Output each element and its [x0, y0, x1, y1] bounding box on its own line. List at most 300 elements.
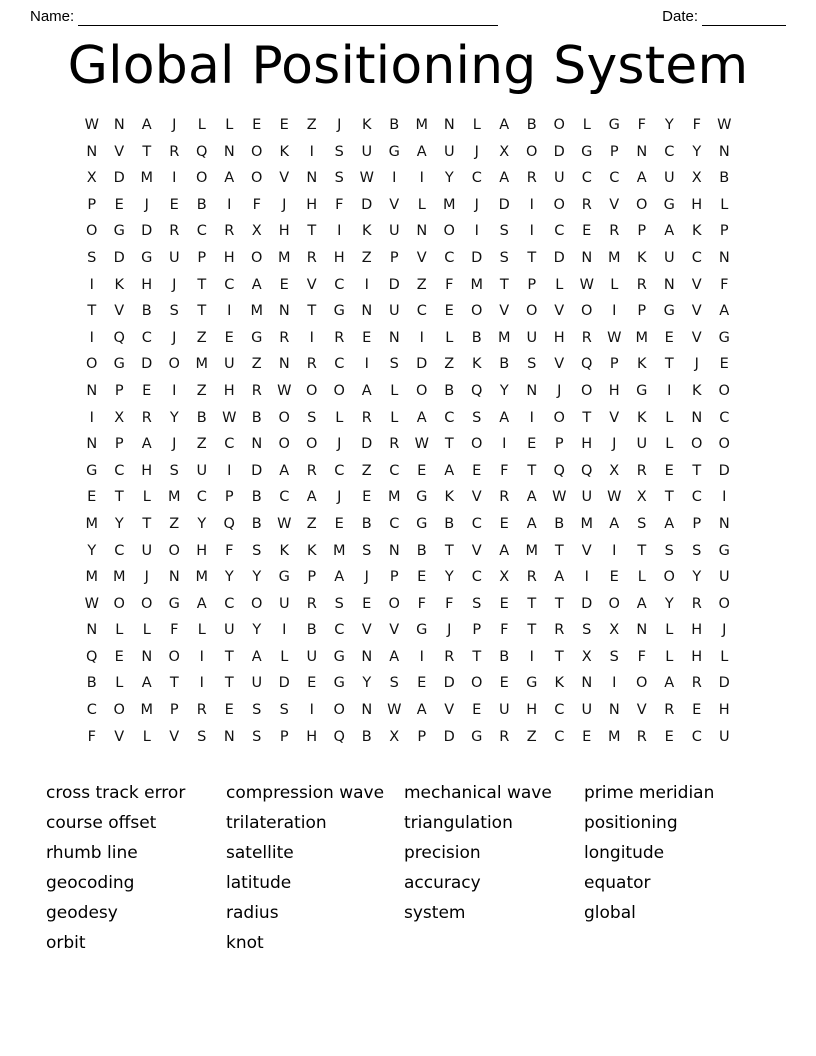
grid-cell[interactable]: Y — [252, 569, 262, 586]
grid-cell[interactable]: C — [334, 622, 345, 639]
grid-cell[interactable]: I — [419, 329, 424, 346]
grid-cell[interactable]: Q — [471, 382, 483, 399]
grid-cell[interactable]: J — [172, 117, 177, 133]
grid-cell[interactable]: Y — [169, 409, 179, 426]
grid-cell[interactable]: V — [361, 622, 372, 639]
grid-cell[interactable]: F — [500, 622, 509, 639]
grid-cell[interactable]: Z — [361, 462, 372, 479]
grid-cell[interactable]: G — [333, 648, 345, 665]
grid-cell[interactable]: V — [279, 170, 290, 187]
grid-cell[interactable]: O — [471, 303, 483, 320]
grid-cell[interactable]: A — [389, 648, 400, 665]
grid-cell[interactable]: T — [307, 303, 317, 320]
grid-cell[interactable]: F — [445, 595, 454, 612]
grid-cell[interactable]: D — [581, 595, 593, 612]
grid-cell[interactable]: L — [582, 117, 591, 133]
grid-cell[interactable]: E — [444, 303, 454, 320]
grid-cell[interactable]: M — [442, 196, 456, 213]
grid-cell[interactable]: C — [86, 702, 97, 719]
grid-cell[interactable]: P — [224, 489, 234, 506]
grid-cell[interactable]: L — [142, 622, 151, 639]
grid-cell[interactable]: P — [609, 356, 619, 373]
grid-cell[interactable]: R — [196, 702, 207, 719]
grid-cell[interactable]: K — [471, 356, 482, 373]
grid-cell[interactable]: H — [141, 462, 153, 479]
grid-cell[interactable]: Z — [444, 356, 455, 373]
grid-cell[interactable]: V — [609, 196, 620, 213]
grid-cell[interactable]: I — [309, 702, 314, 719]
grid-cell[interactable]: E — [582, 223, 592, 240]
grid-cell[interactable]: Y — [692, 569, 702, 586]
grid-cell[interactable]: A — [664, 515, 675, 532]
grid-cell[interactable]: T — [664, 489, 674, 506]
grid-cell[interactable]: D — [278, 675, 290, 692]
grid-cell[interactable]: C — [224, 595, 235, 612]
grid-cell[interactable]: E — [609, 569, 619, 586]
grid-cell[interactable]: U — [443, 143, 455, 160]
grid-cell[interactable]: N — [416, 223, 428, 240]
grid-cell[interactable]: R — [306, 356, 317, 373]
grid-cell[interactable]: K — [114, 276, 124, 293]
grid-cell[interactable]: Z — [306, 515, 317, 532]
grid-cell[interactable]: P — [87, 196, 97, 213]
grid-cell[interactable]: Y — [87, 542, 97, 559]
grid-cell[interactable]: M — [277, 249, 291, 266]
grid-cell[interactable]: O — [443, 223, 455, 240]
grid-cell[interactable]: C — [334, 462, 345, 479]
grid-cell[interactable]: M — [470, 276, 483, 293]
grid-cell[interactable]: X — [86, 170, 97, 187]
grid-cell[interactable]: K — [691, 223, 702, 240]
grid-cell[interactable]: O — [663, 569, 675, 586]
grid-cell[interactable]: B — [251, 515, 262, 532]
grid-cell[interactable]: I — [309, 329, 314, 346]
grid-cell[interactable]: R — [526, 170, 537, 187]
grid-cell[interactable]: G — [168, 595, 180, 612]
grid-cell[interactable]: A — [334, 569, 345, 586]
grid-cell[interactable]: R — [691, 675, 702, 692]
grid-cell[interactable]: J — [364, 569, 369, 586]
grid-cell[interactable]: O — [306, 436, 318, 453]
grid-cell[interactable]: P — [637, 223, 647, 240]
grid-cell[interactable]: W — [359, 170, 374, 187]
grid-cell[interactable]: V — [581, 542, 592, 559]
grid-cell[interactable]: D — [141, 356, 153, 373]
grid-cell[interactable]: C — [334, 276, 345, 293]
grid-cell[interactable]: U — [581, 702, 593, 719]
grid-cell[interactable]: H — [691, 648, 703, 665]
grid-cell[interactable]: P — [197, 249, 207, 266]
grid-cell[interactable]: C — [719, 409, 730, 426]
grid-cell[interactable]: Y — [444, 170, 454, 187]
grid-cell[interactable]: S — [692, 542, 702, 559]
grid-cell[interactable]: L — [225, 117, 234, 133]
word-list-item[interactable]: mechanical wave — [404, 783, 552, 803]
grid-cell[interactable]: V — [471, 542, 482, 559]
grid-cell[interactable]: S — [389, 675, 399, 692]
grid-cell[interactable]: W — [414, 436, 429, 453]
grid-cell[interactable]: T — [197, 276, 207, 293]
grid-cell[interactable]: B — [86, 675, 97, 692]
grid-cell[interactable]: A — [664, 223, 675, 240]
grid-cell[interactable]: E — [417, 569, 427, 586]
grid-cell[interactable]: R — [609, 223, 620, 240]
grid-cell[interactable]: O — [306, 382, 318, 399]
grid-cell[interactable]: R — [581, 196, 592, 213]
grid-cell[interactable]: W — [277, 515, 292, 532]
grid-cell[interactable]: E — [472, 462, 482, 479]
grid-cell[interactable]: V — [416, 249, 427, 266]
grid-cell[interactable]: P — [554, 436, 564, 453]
grid-cell[interactable]: C — [196, 223, 207, 240]
word-list-item[interactable]: compression wave — [226, 783, 385, 803]
grid-cell[interactable]: W — [84, 117, 99, 133]
grid-cell[interactable]: X — [499, 143, 510, 160]
grid-cell[interactable]: T — [444, 436, 454, 453]
grid-cell[interactable]: X — [636, 489, 647, 506]
grid-cell[interactable]: B — [251, 489, 262, 506]
grid-cell[interactable]: W — [717, 117, 732, 133]
grid-cell[interactable]: E — [362, 595, 372, 612]
grid-cell[interactable]: H — [526, 702, 538, 719]
grid-cell[interactable]: W — [387, 702, 402, 719]
grid-cell[interactable]: O — [333, 382, 345, 399]
grid-cell[interactable]: C — [224, 276, 235, 293]
grid-cell[interactable]: U — [526, 329, 538, 346]
grid-cell[interactable]: E — [664, 462, 674, 479]
grid-cell[interactable]: U — [663, 249, 675, 266]
grid-cell[interactable]: G — [416, 622, 428, 639]
grid-cell[interactable]: E — [114, 196, 124, 213]
grid-cell[interactable]: M — [387, 489, 401, 506]
grid-cell[interactable]: L — [445, 329, 454, 346]
grid-cell[interactable]: G — [333, 303, 345, 320]
grid-cell[interactable]: A — [499, 542, 510, 559]
grid-cell[interactable]: Z — [196, 382, 207, 399]
grid-cell[interactable]: A — [279, 462, 290, 479]
grid-cell[interactable]: N — [663, 276, 675, 293]
grid-cell[interactable]: N — [581, 675, 593, 692]
grid-cell[interactable]: P — [417, 728, 427, 745]
grid-cell[interactable]: O — [251, 595, 263, 612]
grid-cell[interactable]: U — [498, 702, 510, 719]
grid-cell[interactable]: C — [114, 462, 125, 479]
grid-cell[interactable]: P — [307, 569, 317, 586]
grid-cell[interactable]: O — [113, 702, 125, 719]
grid-cell[interactable]: C — [444, 409, 455, 426]
grid-cell[interactable]: T — [87, 303, 97, 320]
grid-cell[interactable]: Z — [416, 276, 427, 293]
grid-cell[interactable]: F — [170, 622, 179, 639]
grid-cell[interactable]: H — [691, 622, 703, 639]
grid-cell[interactable]: K — [636, 249, 647, 266]
grid-cell[interactable]: E — [252, 117, 262, 133]
grid-cell[interactable]: Q — [113, 329, 125, 346]
grid-cell[interactable]: O — [168, 542, 180, 559]
grid-cell[interactable]: S — [472, 409, 482, 426]
grid-cell[interactable]: P — [279, 728, 289, 745]
grid-cell[interactable]: T — [142, 143, 152, 160]
grid-cell[interactable]: Z — [526, 728, 537, 745]
word-list-item[interactable]: rhumb line — [46, 843, 138, 863]
grid-cell[interactable]: A — [361, 382, 372, 399]
grid-cell[interactable]: G — [278, 569, 290, 586]
grid-cell[interactable]: Q — [581, 462, 593, 479]
grid-cell[interactable]: C — [664, 143, 675, 160]
word-list-item[interactable]: latitude — [226, 873, 292, 893]
word-list-item[interactable]: equator — [584, 873, 651, 893]
grid-cell[interactable]: A — [664, 675, 675, 692]
grid-cell[interactable]: L — [720, 196, 729, 213]
grid-cell[interactable]: B — [306, 622, 317, 639]
grid-cell[interactable]: M — [167, 489, 181, 506]
word-list-item[interactable]: prime meridian — [584, 783, 715, 803]
grid-cell[interactable]: S — [87, 249, 97, 266]
grid-cell[interactable]: G — [333, 675, 345, 692]
grid-cell[interactable]: J — [172, 436, 177, 453]
grid-cell[interactable]: M — [140, 170, 153, 187]
grid-cell[interactable]: O — [526, 143, 538, 160]
grid-cell[interactable]: O — [471, 436, 483, 453]
grid-cell[interactable]: H — [141, 276, 153, 293]
grid-cell[interactable]: S — [334, 170, 344, 187]
grid-cell[interactable]: V — [114, 728, 125, 745]
grid-cell[interactable]: T — [499, 276, 509, 293]
grid-cell[interactable]: L — [610, 276, 619, 293]
grid-cell[interactable]: A — [306, 489, 317, 506]
grid-cell[interactable]: V — [609, 409, 620, 426]
grid-cell[interactable]: G — [416, 489, 428, 506]
grid-cell[interactable]: C — [691, 249, 702, 266]
grid-cell[interactable]: O — [553, 409, 565, 426]
grid-cell[interactable]: A — [554, 569, 565, 586]
grid-cell[interactable]: I — [364, 276, 369, 293]
grid-cell[interactable]: W — [552, 489, 567, 506]
grid-cell[interactable]: U — [306, 648, 318, 665]
grid-cell[interactable]: O — [581, 382, 593, 399]
grid-cell[interactable]: P — [637, 303, 647, 320]
grid-cell[interactable]: J — [694, 356, 699, 373]
grid-cell[interactable]: E — [582, 728, 592, 745]
grid-cell[interactable]: P — [692, 515, 702, 532]
grid-cell[interactable]: I — [282, 622, 287, 639]
grid-cell[interactable]: U — [361, 143, 373, 160]
grid-cell[interactable]: I — [529, 196, 534, 213]
grid-cell[interactable]: A — [609, 515, 620, 532]
grid-cell[interactable]: N — [636, 622, 648, 639]
grid-cell[interactable]: U — [663, 170, 675, 187]
grid-cell[interactable]: L — [665, 648, 674, 665]
grid-cell[interactable]: A — [636, 170, 647, 187]
grid-cell[interactable]: B — [416, 542, 427, 559]
grid-cell[interactable]: D — [251, 462, 263, 479]
word-list-item[interactable]: geocoding — [46, 873, 135, 893]
grid-cell[interactable]: I — [612, 675, 617, 692]
grid-cell[interactable]: U — [388, 223, 400, 240]
grid-cell[interactable]: I — [227, 462, 232, 479]
grid-cell[interactable]: Y — [224, 569, 234, 586]
grid-cell[interactable]: H — [278, 223, 290, 240]
grid-cell[interactable]: R — [334, 329, 345, 346]
grid-cell[interactable]: N — [581, 249, 593, 266]
grid-cell[interactable]: T — [472, 648, 482, 665]
grid-cell[interactable]: Y — [664, 117, 674, 133]
grid-cell[interactable]: S — [334, 143, 344, 160]
grid-cell[interactable]: Y — [444, 569, 454, 586]
grid-cell[interactable]: B — [444, 382, 455, 399]
grid-cell[interactable]: V — [169, 728, 180, 745]
word-list-item[interactable]: longitude — [584, 843, 665, 863]
grid-cell[interactable]: S — [527, 356, 537, 373]
grid-cell[interactable]: R — [499, 728, 510, 745]
grid-cell[interactable]: F — [225, 542, 234, 559]
grid-cell[interactable]: R — [636, 728, 647, 745]
grid-cell[interactable]: W — [277, 382, 292, 399]
grid-cell[interactable]: O — [388, 595, 400, 612]
grid-cell[interactable]: F — [252, 196, 261, 213]
grid-cell[interactable]: I — [502, 436, 507, 453]
grid-cell[interactable]: F — [692, 117, 701, 133]
grid-cell[interactable]: S — [252, 702, 262, 719]
grid-cell[interactable]: X — [609, 622, 620, 639]
grid-cell[interactable]: L — [637, 569, 646, 586]
grid-cell[interactable]: C — [114, 542, 125, 559]
grid-cell[interactable]: O — [333, 702, 345, 719]
grid-cell[interactable]: U — [718, 728, 730, 745]
date-write-line[interactable] — [702, 11, 786, 26]
grid-cell[interactable]: I — [667, 382, 672, 399]
grid-cell[interactable]: D — [498, 196, 510, 213]
grid-cell[interactable]: L — [720, 648, 729, 665]
grid-cell[interactable]: G — [416, 515, 428, 532]
word-list-item[interactable]: positioning — [584, 813, 678, 833]
grid-cell[interactable]: N — [251, 436, 263, 453]
grid-cell[interactable]: O — [251, 170, 263, 187]
word-list-item[interactable]: accuracy — [404, 873, 481, 893]
grid-cell[interactable]: L — [417, 196, 426, 213]
grid-cell[interactable]: C — [444, 249, 455, 266]
grid-cell[interactable]: S — [582, 622, 592, 639]
grid-cell[interactable]: N — [388, 542, 400, 559]
grid-cell[interactable]: S — [169, 303, 179, 320]
grid-cell[interactable]: Z — [306, 117, 317, 133]
word-list-item[interactable]: course offset — [46, 813, 157, 833]
grid-cell[interactable]: J — [172, 276, 177, 293]
grid-cell[interactable]: R — [581, 329, 592, 346]
grid-cell[interactable]: V — [554, 356, 565, 373]
grid-cell[interactable]: C — [471, 515, 482, 532]
grid-cell[interactable]: D — [471, 249, 483, 266]
grid-cell[interactable]: N — [168, 569, 180, 586]
grid-cell[interactable]: V — [691, 276, 702, 293]
grid-cell[interactable]: X — [114, 409, 125, 426]
grid-cell[interactable]: V — [114, 143, 125, 160]
grid-cell[interactable]: C — [279, 489, 290, 506]
grid-cell[interactable]: J — [172, 329, 177, 346]
grid-cell[interactable]: E — [499, 675, 509, 692]
grid-cell[interactable]: S — [362, 542, 372, 559]
grid-cell[interactable]: U — [251, 675, 263, 692]
grid-cell[interactable]: G — [581, 143, 593, 160]
grid-cell[interactable]: H — [581, 436, 593, 453]
grid-cell[interactable]: O — [141, 595, 153, 612]
grid-cell[interactable]: T — [169, 675, 179, 692]
grid-cell[interactable]: P — [609, 143, 619, 160]
grid-cell[interactable]: N — [691, 409, 703, 426]
grid-cell[interactable]: X — [389, 728, 400, 745]
grid-cell[interactable]: I — [89, 276, 94, 293]
grid-cell[interactable]: O — [718, 436, 730, 453]
grid-cell[interactable]: E — [169, 196, 179, 213]
grid-cell[interactable]: H — [333, 249, 345, 266]
grid-cell[interactable]: A — [526, 489, 537, 506]
grid-cell[interactable]: K — [444, 489, 454, 506]
grid-cell[interactable]: P — [389, 569, 399, 586]
grid-cell[interactable]: T — [527, 595, 537, 612]
grid-cell[interactable]: B — [389, 117, 400, 133]
grid-cell[interactable]: I — [309, 143, 314, 160]
grid-cell[interactable]: O — [168, 648, 180, 665]
grid-cell[interactable]: X — [251, 223, 262, 240]
grid-cell[interactable]: E — [279, 276, 289, 293]
grid-cell[interactable]: L — [390, 382, 399, 399]
grid-cell[interactable]: R — [444, 648, 455, 665]
grid-cell[interactable]: B — [196, 409, 207, 426]
grid-cell[interactable]: W — [579, 276, 594, 293]
grid-cell[interactable]: R — [361, 409, 372, 426]
grid-cell[interactable]: N — [223, 728, 235, 745]
grid-cell[interactable]: B — [719, 170, 730, 187]
grid-cell[interactable]: K — [279, 143, 289, 160]
grid-cell[interactable]: I — [364, 356, 369, 373]
grid-cell[interactable]: O — [168, 356, 180, 373]
grid-cell[interactable]: I — [337, 223, 342, 240]
grid-cell[interactable]: O — [251, 143, 263, 160]
grid-cell[interactable]: U — [223, 356, 235, 373]
grid-cell[interactable]: N — [86, 382, 98, 399]
grid-cell[interactable]: T — [692, 462, 702, 479]
grid-cell[interactable]: A — [526, 515, 537, 532]
grid-cell[interactable]: Z — [169, 515, 180, 532]
grid-cell[interactable]: R — [306, 249, 317, 266]
grid-cell[interactable]: Z — [196, 329, 207, 346]
grid-cell[interactable]: Y — [362, 675, 372, 692]
grid-cell[interactable]: I — [172, 382, 177, 399]
grid-cell[interactable]: C — [691, 489, 702, 506]
grid-cell[interactable]: T — [142, 515, 152, 532]
grid-cell[interactable]: Y — [252, 622, 262, 639]
grid-cell[interactable]: V — [499, 303, 510, 320]
grid-cell[interactable]: W — [222, 409, 237, 426]
grid-cell[interactable]: T — [554, 595, 564, 612]
grid-cell[interactable]: A — [196, 595, 207, 612]
grid-cell[interactable]: A — [636, 595, 647, 612]
grid-cell[interactable]: O — [471, 675, 483, 692]
grid-cell[interactable]: R — [636, 462, 647, 479]
grid-cell[interactable]: E — [499, 515, 509, 532]
grid-cell[interactable]: M — [497, 329, 511, 346]
grid-cell[interactable]: V — [691, 329, 702, 346]
grid-cell[interactable]: N — [608, 702, 620, 719]
grid-cell[interactable]: Q — [581, 356, 593, 373]
grid-cell[interactable]: E — [307, 675, 317, 692]
grid-cell[interactable]: C — [334, 356, 345, 373]
grid-cell[interactable]: G — [526, 675, 538, 692]
grid-cell[interactable]: E — [362, 489, 372, 506]
grid-cell[interactable]: N — [86, 436, 98, 453]
grid-cell[interactable]: W — [84, 595, 99, 612]
grid-cell[interactable]: G — [141, 249, 153, 266]
